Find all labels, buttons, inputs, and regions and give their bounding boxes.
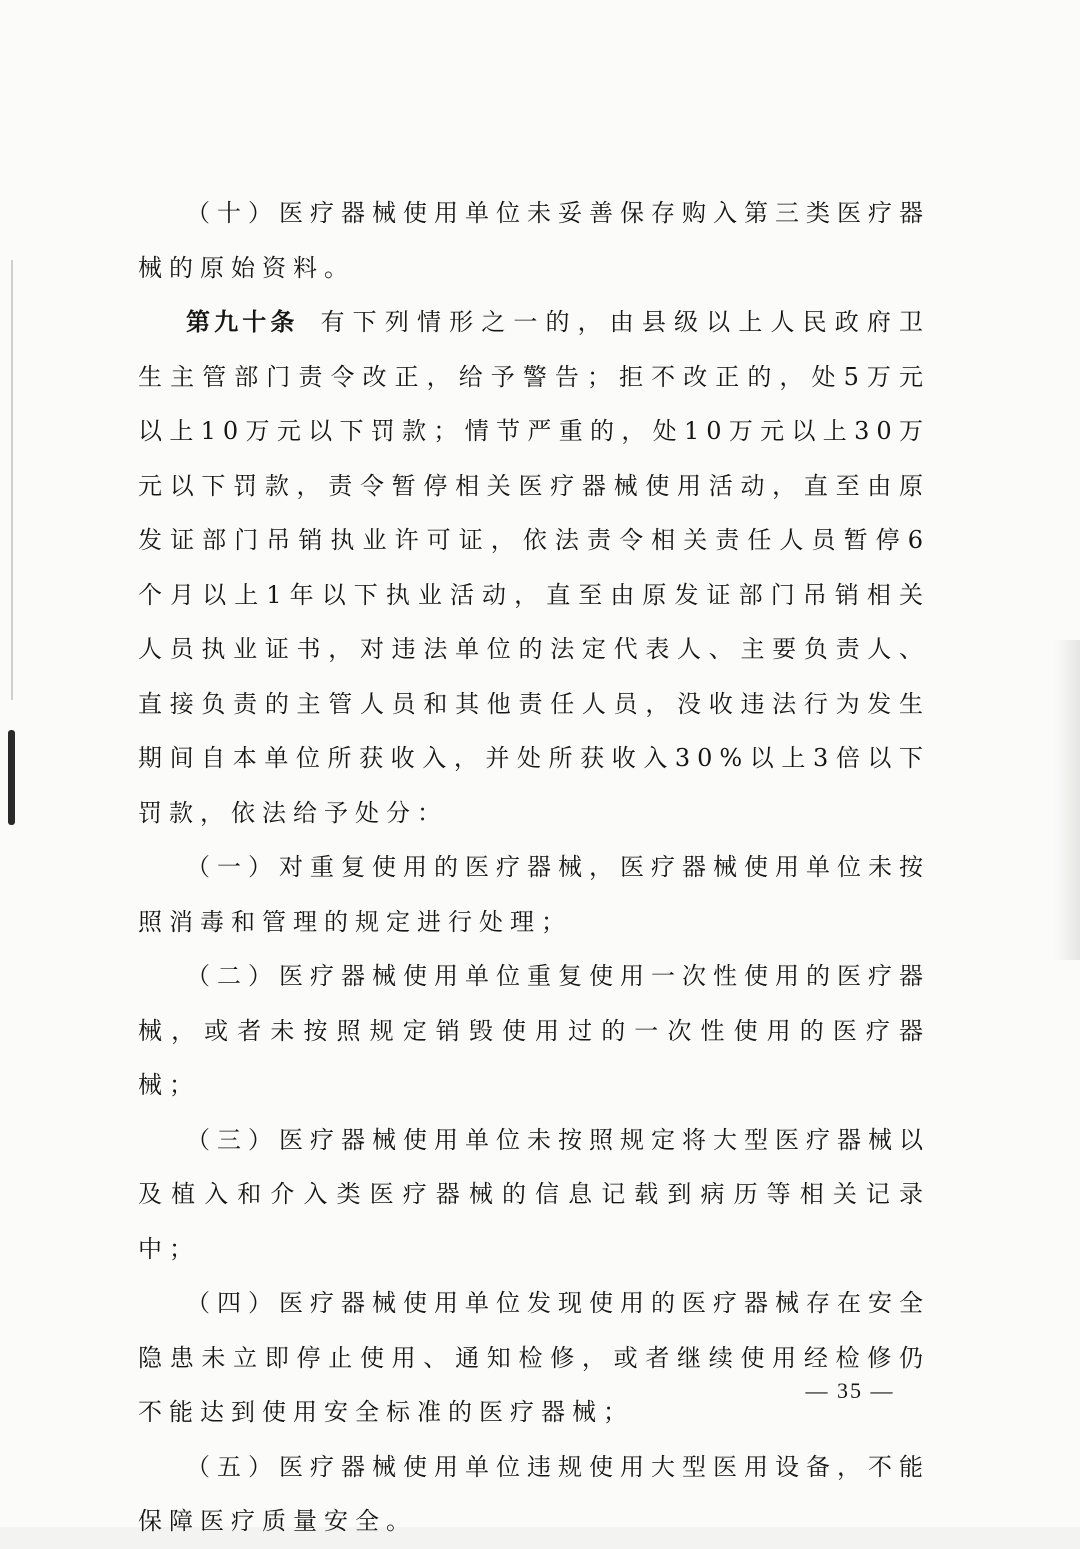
paragraph-text: （四）医疗器械使用单位发现使用的医疗器械存在安全隐患未立即停止使用、通知检修，或者继续使用经检修仍不能达到使用安全标准的医疗器械；	[138, 1289, 930, 1426]
paragraph-text: （一）对重复使用的医疗器械，医疗器械使用单位未按照消毒和管理的规定进行处理；	[138, 853, 930, 936]
scan-edge-line	[11, 260, 13, 700]
paragraph-item-10	[138, 186, 930, 295]
paragraph-item-2	[138, 949, 930, 1113]
paragraph-text: （五）医疗器械使用单位违规使用大型医用设备，不能保障医疗质量安全。	[138, 1452, 930, 1535]
paragraph-item-1	[138, 840, 930, 949]
page-number: — 35 —	[805, 1378, 895, 1403]
scan-shadow	[1054, 640, 1080, 960]
paragraph-item-3	[138, 1113, 930, 1277]
document-body	[138, 186, 930, 1549]
paragraph-text: （十）医疗器械使用单位未妥善保存购入第三类医疗器械的原始资料。	[138, 199, 930, 282]
article-heading: 第九十条	[186, 308, 299, 336]
article-90-paragraph	[138, 295, 930, 840]
paragraph-item-4	[138, 1276, 930, 1440]
paragraph-text: （三）医疗器械使用单位未按照规定将大型医疗器械以及植入和介入类医疗器械的信息记载到病历等相关记录中；	[138, 1125, 930, 1263]
paragraph-item-5	[138, 1440, 930, 1549]
paragraph-text: （二）医疗器械使用单位重复使用一次性使用的医疗器械，或者未按照规定销毁使用过的一次性使用的医疗器械；	[138, 962, 930, 1099]
paragraph-text: 有下列情形之一的，由县级以上人民政府卫生主管部门责令改正，给予警告；拒不改正的，处5万元以上10万元以下罚款；情节严重的，处10万元以上30万元以下罚款，责令暂停相关医疗器械使用活动，直至由原发证部门吊销执业许可证，依法责令相关责任人员暂停6个月以上1年以下执业活动，直至由原发证部门吊销相关人员执业证书，对违法单位的法定代表人、主要负责人、直接负责的主管人员和其他责任人员，没收违法行为发生期间自本单位所获收入，并处所获收入30%以上3倍以下罚款，依法给予处分：	[138, 308, 930, 827]
scan-binding-mark	[8, 730, 15, 825]
